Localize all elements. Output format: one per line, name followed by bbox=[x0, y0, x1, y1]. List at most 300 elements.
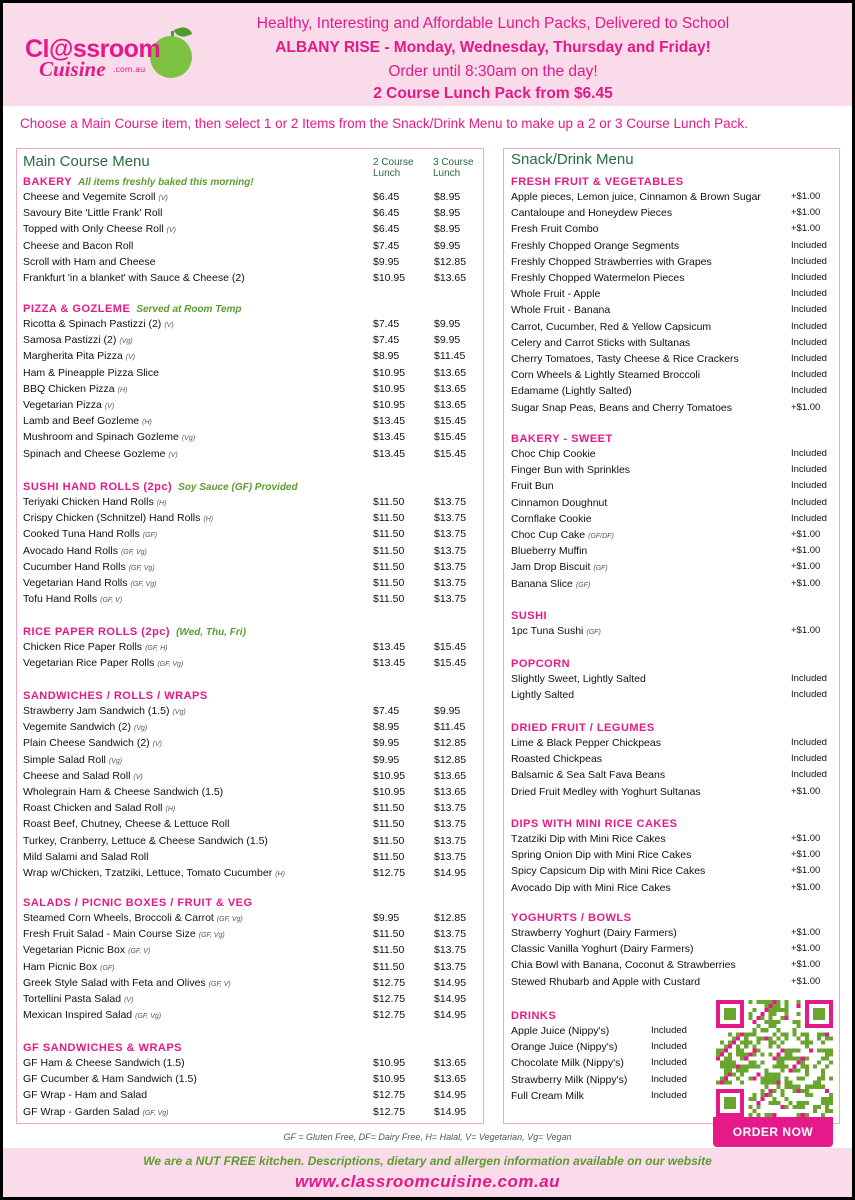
snack-menu-item[interactable] bbox=[511, 578, 833, 594]
logo-word-classroom: Cl@ssroom bbox=[25, 35, 161, 63]
item-name-text: GF Wrap - Ham and Salad bbox=[23, 1089, 148, 1102]
item-name-text: Roasted Chickpeas bbox=[511, 753, 603, 766]
price-2-course: $10.95 bbox=[373, 399, 406, 411]
item-price-extra: +$1.00 bbox=[791, 561, 821, 573]
price-2-course: $11.50 bbox=[373, 512, 405, 525]
dietary-tag: (Vg) bbox=[119, 338, 133, 346]
dietary-tag: (GF, Vg) bbox=[135, 1013, 162, 1021]
price-2-course: $11.50 bbox=[373, 544, 405, 557]
dietary-legend: GF = Gluten Free, DF= Dairy Free, H= Halal, V= Vegetarian, Vg= Vegan bbox=[283, 1132, 572, 1142]
main-menu-item[interactable] bbox=[23, 191, 473, 207]
price-3-course: $11.45 bbox=[434, 721, 466, 734]
main-menu-item[interactable] bbox=[23, 944, 473, 960]
item-name bbox=[23, 431, 195, 443]
item-name-text: Cinnamon Doughnut bbox=[511, 496, 608, 509]
price-2-course: $11.50 bbox=[373, 850, 405, 863]
item-name bbox=[23, 496, 166, 508]
main-menu-item[interactable] bbox=[23, 721, 473, 737]
snack-menu-item[interactable] bbox=[511, 849, 833, 865]
item-name-text: Samosa Pastizzi (2) bbox=[23, 334, 117, 347]
price-2-course: $10.95 bbox=[373, 382, 406, 395]
item-name-text: Roast Beef, Chutney, Cheese & Lettuce Roll bbox=[23, 818, 230, 831]
snack-menu-item[interactable] bbox=[511, 689, 833, 705]
main-menu-item[interactable] bbox=[23, 851, 473, 867]
item-name bbox=[511, 1090, 584, 1102]
dietary-tag: (GF) bbox=[142, 532, 158, 540]
main-section-title-sandwiches-rolls-wraps bbox=[23, 690, 208, 702]
dietary-tag: (Vg) bbox=[181, 435, 196, 443]
item-name bbox=[511, 288, 600, 300]
item-name bbox=[511, 959, 736, 971]
price-2-course: $13.45 bbox=[373, 641, 406, 653]
snack-drink-title: Snack/Drink Menu bbox=[511, 151, 634, 168]
snack-menu-item[interactable] bbox=[511, 321, 833, 337]
price-3-course: $13.75 bbox=[434, 577, 467, 589]
snack-menu-item[interactable] bbox=[511, 369, 833, 385]
item-name bbox=[23, 272, 245, 284]
price-3-course: $15.45 bbox=[434, 657, 467, 670]
item-name-text: Crispy Chicken (Schnitzel) Hand Rolls bbox=[23, 512, 201, 525]
item-name bbox=[23, 415, 152, 427]
main-menu-item[interactable] bbox=[23, 912, 473, 928]
item-name-text: Spicy Capsicum Dip with Mini Rice Cakes bbox=[511, 865, 706, 878]
item-name bbox=[23, 737, 162, 749]
main-menu-item[interactable] bbox=[23, 1009, 473, 1025]
snack-menu-item[interactable] bbox=[511, 753, 833, 769]
main-menu-item[interactable] bbox=[23, 318, 473, 334]
item-name bbox=[23, 1057, 185, 1069]
item-name-text: Apple pieces, Lemon juice, Cinnamon & Brown Sugar bbox=[511, 191, 761, 203]
item-name-text: Vegetarian Hand Rolls bbox=[23, 577, 128, 589]
item-name-text: Freshly Chopped Orange Segments bbox=[511, 239, 680, 252]
snack-menu-item[interactable] bbox=[511, 402, 833, 418]
item-name bbox=[23, 367, 159, 379]
item-name-text: Tortellini Pasta Salad bbox=[23, 993, 122, 1005]
snack-menu-item[interactable] bbox=[511, 513, 833, 529]
col-header-3-course: 3 Course Lunch bbox=[433, 157, 474, 179]
price-3-course: $13.75 bbox=[434, 960, 467, 973]
item-name-text: Spring Onion Dip with Mini Rice Cakes bbox=[511, 849, 692, 862]
item-name-text: GF Ham & Cheese Sandwich (1.5) bbox=[23, 1057, 185, 1069]
dietary-tag: (Vg) bbox=[172, 709, 186, 716]
item-price-extra: +$1.00 bbox=[791, 529, 821, 540]
main-menu-item[interactable] bbox=[23, 350, 473, 366]
item-name-text: Stewed Rhubarb and Apple with Custard bbox=[511, 975, 701, 988]
price-2-course: $6.45 bbox=[373, 207, 400, 220]
item-price-extra: +$1.00 bbox=[791, 959, 821, 971]
order-now-button[interactable]: ORDER NOW bbox=[713, 1117, 833, 1147]
item-name bbox=[511, 927, 677, 939]
main-menu-item[interactable] bbox=[23, 818, 473, 834]
main-menu-item[interactable] bbox=[23, 657, 473, 673]
item-price-extra: +$1.00 bbox=[791, 577, 821, 589]
item-name bbox=[511, 497, 607, 509]
price-3-course: $13.75 bbox=[434, 496, 467, 508]
main-menu-item[interactable] bbox=[23, 256, 473, 272]
item-name-text: Full Cream Milk bbox=[511, 1089, 584, 1102]
dietary-tag: (H) bbox=[142, 419, 152, 427]
classroom-cuisine-logo[interactable] bbox=[25, 33, 200, 83]
price-3-course: $12.85 bbox=[434, 753, 467, 766]
price-3-course: $13.75 bbox=[434, 944, 467, 957]
dietary-tag: (Vg) bbox=[133, 725, 148, 733]
snack-menu-item[interactable] bbox=[511, 223, 833, 239]
logo-domain: .com.au bbox=[113, 65, 146, 74]
item-name-text: Edamame (Lightly Salted) bbox=[511, 385, 632, 398]
item-name bbox=[511, 882, 671, 894]
item-name-text: Orange Juice (Nippy's) bbox=[511, 1041, 618, 1054]
snack-menu-item[interactable] bbox=[511, 288, 833, 304]
item-name bbox=[511, 833, 666, 845]
item-name-text: Dried Fruit Medley with Yoghurt Sultanas bbox=[511, 785, 701, 798]
main-menu-item[interactable] bbox=[23, 754, 473, 770]
main-menu-item[interactable] bbox=[23, 835, 473, 851]
item-name bbox=[23, 993, 133, 1005]
price-3-course: $12.85 bbox=[434, 255, 467, 268]
item-name-text: Vegetarian Rice Paper Rolls bbox=[23, 657, 155, 670]
item-name bbox=[511, 207, 672, 219]
snack-menu-item[interactable] bbox=[511, 304, 833, 320]
item-name-text: 1pc Tuna Sushi bbox=[511, 625, 584, 637]
price-2-course: $7.45 bbox=[373, 318, 400, 330]
item-name-text: Choc Chip Cookie bbox=[511, 448, 596, 460]
snack-menu-item[interactable] bbox=[511, 833, 833, 849]
item-name bbox=[511, 865, 705, 877]
main-menu-item[interactable] bbox=[23, 334, 473, 350]
snack-section-title-dried-fruit-legumes: DRIED FRUIT / LEGUMES bbox=[511, 722, 655, 734]
item-name-text: Mushroom and Spinach Gozleme bbox=[23, 431, 179, 444]
item-name bbox=[23, 641, 168, 653]
item-name-text: Savoury Bite 'Little Frank' Roll bbox=[23, 207, 163, 220]
item-name-text: Strawberry Milk (Nippy's) bbox=[511, 1073, 628, 1086]
item-name bbox=[511, 689, 574, 701]
item-price-extra: +$1.00 bbox=[791, 207, 821, 219]
item-name bbox=[23, 350, 135, 362]
main-menu-item[interactable] bbox=[23, 415, 473, 431]
item-name bbox=[23, 977, 231, 989]
dietary-tag: (GF, Vg) bbox=[216, 916, 243, 923]
dietary-tag: (GF, Vg) bbox=[198, 932, 225, 940]
item-name-text: Fruit Bun bbox=[511, 480, 554, 493]
item-price-extra: Included bbox=[791, 448, 827, 459]
item-price-extra: +$1.00 bbox=[791, 927, 821, 938]
item-price-extra: +$1.00 bbox=[791, 881, 821, 893]
price-3-course: $13.75 bbox=[434, 544, 467, 557]
price-3-course: $13.65 bbox=[434, 1073, 467, 1086]
item-price-extra: +$1.00 bbox=[791, 833, 821, 844]
main-menu-item[interactable] bbox=[23, 770, 473, 786]
price-2-course: $11.50 bbox=[373, 577, 405, 589]
dietary-tag: (V) bbox=[164, 322, 174, 329]
item-price-extra: +$1.00 bbox=[791, 943, 821, 955]
section-note: All items freshly baked this morning! bbox=[78, 177, 254, 188]
dietary-tag: (GF, Vg) bbox=[157, 661, 184, 669]
item-price-extra: Included bbox=[791, 255, 827, 267]
main-menu-item[interactable] bbox=[23, 561, 473, 577]
qr-code-icon[interactable] bbox=[716, 1000, 833, 1117]
main-menu-item[interactable] bbox=[23, 367, 473, 383]
price-3-course: $13.65 bbox=[434, 272, 467, 284]
item-name-text: Wholegrain Ham & Cheese Sandwich (1.5) bbox=[23, 786, 224, 798]
snack-menu-item[interactable] bbox=[511, 769, 833, 785]
item-name bbox=[511, 578, 590, 590]
item-name-text: Blueberry Muffin bbox=[511, 545, 588, 558]
price-2-course: $11.50 bbox=[373, 560, 405, 573]
snack-menu-item[interactable] bbox=[511, 786, 833, 802]
main-menu-item[interactable] bbox=[23, 207, 473, 223]
main-menu-item[interactable] bbox=[23, 737, 473, 753]
item-name bbox=[511, 1025, 609, 1037]
item-name bbox=[511, 321, 711, 333]
item-name-text: Fresh Fruit Salad - Main Course Size bbox=[23, 928, 196, 941]
main-menu-item[interactable] bbox=[23, 705, 473, 721]
dietary-tag: (H) bbox=[165, 806, 176, 814]
item-name bbox=[511, 256, 712, 268]
item-name-text: Freshly Chopped Strawberries with Grapes bbox=[511, 255, 712, 268]
item-price-extra: Included bbox=[791, 369, 827, 381]
snack-menu-item[interactable] bbox=[511, 882, 833, 898]
price-2-course: $11.50 bbox=[373, 802, 405, 815]
snack-menu-item[interactable] bbox=[511, 480, 833, 496]
item-name-text: Spinach and Cheese Gozleme bbox=[23, 447, 166, 460]
item-price-extra: Included bbox=[651, 1073, 687, 1085]
item-name bbox=[23, 835, 268, 847]
snack-menu-item[interactable] bbox=[511, 207, 833, 223]
item-name bbox=[23, 928, 225, 940]
item-price-extra: Included bbox=[791, 385, 827, 397]
snack-menu-item[interactable] bbox=[511, 976, 833, 992]
snack-menu-item[interactable] bbox=[511, 737, 833, 753]
price-3-course: $13.75 bbox=[434, 928, 467, 941]
item-name bbox=[23, 561, 155, 573]
item-name bbox=[23, 1106, 168, 1118]
item-name bbox=[23, 577, 156, 589]
snack-menu-item[interactable] bbox=[511, 927, 833, 943]
price-3-course: $13.75 bbox=[434, 834, 467, 847]
price-3-course: $13.75 bbox=[434, 818, 467, 831]
item-name-text: Mexican Inspired Salad bbox=[23, 1009, 133, 1022]
price-3-course: $14.95 bbox=[434, 1105, 467, 1118]
item-name-text: GF Wrap - Garden Salad bbox=[23, 1105, 140, 1118]
snack-menu-item[interactable] bbox=[511, 448, 833, 464]
main-menu-item[interactable] bbox=[23, 928, 473, 944]
price-2-course: $11.50 bbox=[373, 528, 405, 541]
item-name bbox=[511, 240, 679, 252]
price-2-course: $11.50 bbox=[373, 496, 405, 508]
item-price-extra: Included bbox=[791, 737, 827, 748]
item-name-text: Vegetarian Picnic Box bbox=[23, 944, 126, 957]
item-name-text: Topped with Only Cheese Roll bbox=[23, 223, 164, 236]
item-name-text: Lightly Salted bbox=[511, 689, 575, 702]
item-name-text: Avocado Hand Rolls bbox=[23, 544, 118, 557]
item-name bbox=[23, 867, 285, 879]
price-2-course: $9.95 bbox=[373, 255, 400, 268]
item-price-extra: Included bbox=[651, 1041, 687, 1053]
item-name bbox=[511, 337, 690, 349]
price-2-course: $10.95 bbox=[373, 786, 406, 798]
item-name bbox=[511, 786, 701, 798]
section-title-text: BAKERY bbox=[23, 176, 73, 188]
item-name-text: Corn Wheels & Lightly Steamed Broccoli bbox=[511, 369, 701, 382]
item-name bbox=[511, 849, 691, 861]
main-menu-item[interactable] bbox=[23, 383, 473, 399]
dietary-tag: (H) bbox=[117, 386, 128, 394]
main-menu-item[interactable] bbox=[23, 545, 473, 561]
item-name-text: Apple Juice (Nippy's) bbox=[511, 1025, 610, 1037]
item-price-extra: Included bbox=[791, 336, 827, 348]
logo-word-cuisine: Cuisine bbox=[39, 57, 106, 81]
snack-menu-item[interactable] bbox=[511, 256, 833, 272]
item-name bbox=[23, 545, 147, 557]
snack-menu-item[interactable] bbox=[511, 959, 833, 975]
main-menu-item[interactable] bbox=[23, 1073, 473, 1089]
header-price-from: 2 Course Lunch Pack from $6.45 bbox=[373, 85, 613, 102]
item-name-text: Wrap w/Chicken, Tzatziki, Lettuce, Tomato Cucumber bbox=[23, 867, 273, 879]
item-name bbox=[511, 223, 599, 235]
main-menu-item[interactable] bbox=[23, 528, 473, 544]
main-menu-item[interactable] bbox=[23, 1057, 473, 1073]
main-menu-item[interactable] bbox=[23, 867, 473, 883]
main-menu-item[interactable] bbox=[23, 1089, 473, 1105]
price-3-course: $13.65 bbox=[434, 366, 467, 379]
snack-menu-item[interactable] bbox=[511, 385, 833, 401]
header-tagline: Healthy, Interesting and Affordable Lunch Packs, Delivered to School bbox=[256, 15, 730, 32]
price-2-course: $11.50 bbox=[373, 928, 405, 941]
item-name bbox=[23, 1009, 161, 1021]
item-name bbox=[23, 705, 186, 717]
item-name bbox=[23, 657, 183, 669]
item-name bbox=[23, 912, 243, 924]
price-2-course: $11.50 bbox=[373, 944, 405, 957]
price-2-course: $12.75 bbox=[373, 1089, 406, 1102]
item-name bbox=[511, 561, 608, 573]
main-menu-item[interactable] bbox=[23, 448, 473, 464]
price-3-course: $8.95 bbox=[434, 223, 461, 236]
website-link[interactable]: www.classroomcuisine.com.au bbox=[294, 1172, 561, 1191]
snack-menu-item[interactable] bbox=[511, 272, 833, 288]
section-note: (Wed, Thu, Fri) bbox=[176, 627, 246, 638]
snack-menu-item[interactable] bbox=[511, 464, 833, 480]
item-name bbox=[23, 191, 168, 203]
snack-menu-item[interactable] bbox=[511, 673, 833, 689]
main-menu-item[interactable] bbox=[23, 577, 473, 593]
snack-menu-item[interactable] bbox=[511, 191, 833, 207]
item-name bbox=[511, 1074, 627, 1086]
main-menu-item[interactable] bbox=[23, 512, 473, 528]
main-menu-item[interactable] bbox=[23, 272, 473, 288]
snack-menu-item[interactable] bbox=[511, 497, 833, 513]
item-price-extra: Included bbox=[791, 272, 827, 283]
item-price-extra: +$1.00 bbox=[791, 191, 821, 202]
main-section-title-salads-picnic-boxes-fruit-veg bbox=[23, 897, 253, 909]
item-name bbox=[23, 1073, 197, 1085]
price-2-course: $12.75 bbox=[373, 1105, 406, 1118]
item-name-text: Roast Chicken and Salad Roll bbox=[23, 802, 163, 815]
dietary-tag: (GF) bbox=[593, 565, 608, 573]
snack-menu-item[interactable] bbox=[511, 529, 833, 545]
price-3-course: $13.65 bbox=[434, 382, 467, 395]
snack-menu-item[interactable] bbox=[511, 353, 833, 369]
item-price-extra: +$1.00 bbox=[791, 849, 821, 861]
snack-menu-item[interactable] bbox=[511, 625, 833, 641]
item-name-text: Fresh Fruit Combo bbox=[511, 223, 599, 236]
price-2-course: $13.45 bbox=[373, 415, 406, 428]
price-2-course: $10.95 bbox=[373, 272, 406, 284]
dietary-tag: (GF/DF) bbox=[588, 533, 614, 540]
price-2-course: $7.45 bbox=[373, 239, 400, 252]
item-name-text: Freshly Chopped Watermelon Pieces bbox=[511, 272, 685, 284]
item-name bbox=[23, 851, 148, 863]
item-name-text: Carrot, Cucumber, Red & Yellow Capsicum bbox=[511, 320, 712, 333]
item-name bbox=[511, 385, 632, 397]
header-banner bbox=[3, 3, 852, 106]
main-menu-item[interactable] bbox=[23, 496, 473, 512]
item-name-text: Whole Fruit - Apple bbox=[511, 288, 601, 301]
main-menu-item[interactable] bbox=[23, 961, 473, 977]
item-name bbox=[23, 721, 147, 733]
main-menu-item[interactable] bbox=[23, 399, 473, 415]
main-menu-item[interactable] bbox=[23, 977, 473, 993]
item-name bbox=[23, 448, 178, 460]
price-3-course: $14.95 bbox=[434, 976, 467, 989]
item-name bbox=[511, 402, 732, 414]
snack-menu-item[interactable] bbox=[511, 240, 833, 256]
item-name bbox=[23, 754, 122, 766]
main-menu-item[interactable] bbox=[23, 802, 473, 818]
item-name bbox=[23, 207, 162, 219]
main-section-title-rice-paper-rolls-2pc bbox=[23, 626, 246, 638]
dietary-tag: (GF, V) bbox=[100, 597, 123, 605]
item-name bbox=[511, 769, 665, 781]
price-2-course: $12.75 bbox=[373, 1009, 406, 1022]
main-menu-item[interactable] bbox=[23, 786, 473, 802]
dietary-tag: (Vg) bbox=[108, 757, 123, 765]
item-name bbox=[511, 545, 587, 557]
price-2-course: $12.75 bbox=[373, 993, 406, 1005]
item-name bbox=[511, 272, 685, 284]
snack-section-title-bakery-sweet: BAKERY - SWEET bbox=[511, 433, 613, 445]
snack-menu-item[interactable] bbox=[511, 337, 833, 353]
dietary-tag: (GF, Vg) bbox=[120, 548, 147, 556]
nut-free-notice: We are a NUT FREE kitchen. Descriptions, dietary and allergen information available on our website bbox=[143, 1154, 712, 1168]
section-title-text: RICE PAPER ROLLS (2pc) bbox=[23, 626, 171, 638]
dietary-tag: (V) bbox=[158, 195, 168, 202]
main-menu-item[interactable] bbox=[23, 641, 473, 657]
price-3-course: $13.75 bbox=[434, 593, 467, 606]
main-menu-item[interactable] bbox=[23, 1106, 473, 1122]
item-name-text: Ricotta & Spinach Pastizzi (2) bbox=[23, 318, 162, 330]
main-menu-item[interactable] bbox=[23, 593, 473, 609]
item-name bbox=[23, 961, 115, 973]
item-name-text: Scroll with Ham and Cheese bbox=[23, 255, 156, 268]
price-3-course: $12.85 bbox=[434, 912, 467, 924]
main-menu-item[interactable] bbox=[23, 223, 473, 239]
price-3-course: $13.75 bbox=[434, 512, 467, 525]
main-menu-item[interactable] bbox=[23, 240, 473, 256]
main-menu-item[interactable] bbox=[23, 993, 473, 1009]
main-menu-item[interactable] bbox=[23, 431, 473, 447]
item-price-extra: +$1.00 bbox=[791, 865, 821, 877]
snack-menu-item[interactable] bbox=[511, 545, 833, 561]
snack-menu-item[interactable] bbox=[511, 943, 833, 959]
item-name bbox=[511, 304, 610, 316]
item-name-text: Vegetarian Pizza bbox=[23, 399, 102, 411]
snack-menu-item[interactable] bbox=[511, 561, 833, 577]
snack-menu-item[interactable] bbox=[511, 865, 833, 881]
item-price-extra: Included bbox=[651, 1057, 687, 1069]
item-price-extra: +$1.00 bbox=[791, 545, 821, 557]
item-name bbox=[23, 770, 143, 782]
